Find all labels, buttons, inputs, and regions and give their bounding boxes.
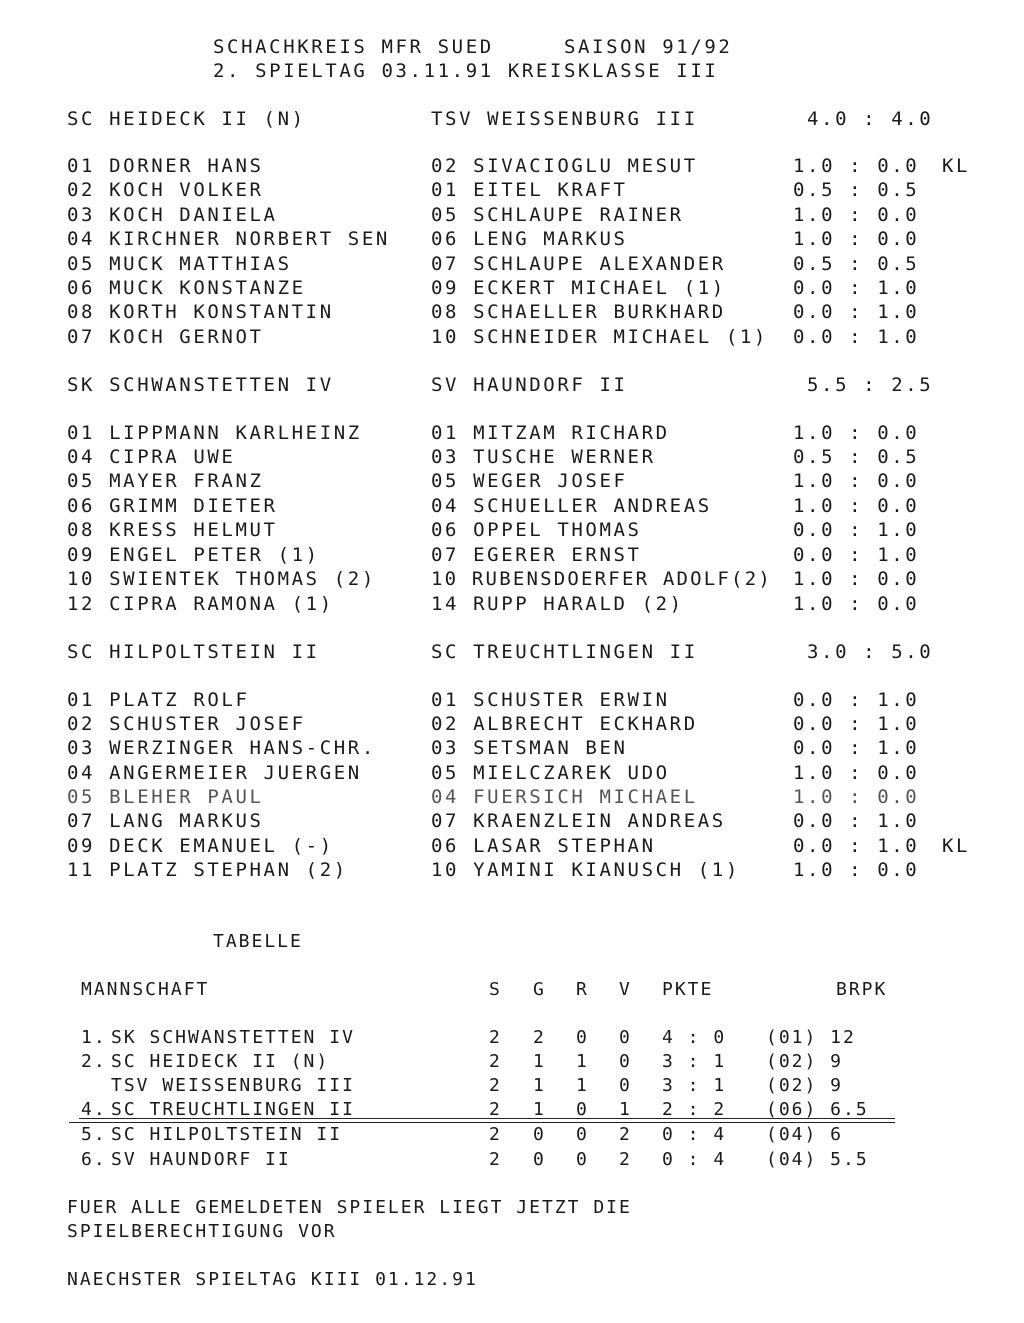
table-r: 1: [576, 1051, 589, 1072]
board-result: 1.0 : 0.0: [793, 155, 920, 177]
away-player: 05 MIELCZAREK UDO: [431, 762, 670, 784]
match-score: 4.0 : 4.0: [807, 108, 934, 130]
board-note: KL: [942, 155, 971, 177]
home-player: 05 MUCK MATTHIAS: [67, 253, 292, 275]
table-rank: 6.: [81, 1149, 107, 1170]
away-player: 01 MITZAM RICHARD: [431, 422, 670, 444]
board-note: KL: [942, 835, 971, 857]
board-result: 1.0 : 0.0: [793, 228, 920, 250]
away-player: 10 SCHNEIDER MICHAEL (1): [431, 326, 768, 348]
board-result: 1.0 : 0.0: [793, 568, 920, 590]
header-v: V: [619, 979, 632, 1000]
table-pkte: 0 : 4: [662, 1149, 727, 1170]
home-player: 04 KIRCHNER NORBERT SEN: [67, 228, 390, 250]
table-g: 2: [533, 1027, 546, 1048]
home-player: 09 DECK EMANUEL (-): [67, 835, 334, 857]
eligibility-note-line2: SPIELBERECHTIGUNG VOR: [67, 1221, 337, 1242]
away-player: 02 SIVACIOGLU MESUT: [431, 155, 698, 177]
table-v: 1: [619, 1099, 632, 1120]
board-result: 1.0 : 0.0: [793, 470, 920, 492]
away-player: 05 SCHLAUPE RAINER: [431, 204, 684, 226]
table-r: 0: [576, 1027, 589, 1048]
away-player: 04 FUERSICH MICHAEL: [431, 786, 698, 808]
away-player: 01 SCHUSTER ERWIN: [431, 689, 670, 711]
table-brpk: (06) 6.5: [766, 1099, 869, 1120]
away-team: SV HAUNDORF II: [431, 374, 628, 396]
table-v: 2: [619, 1149, 632, 1170]
table-v: 0: [619, 1027, 632, 1048]
board-result: 0.0 : 1.0: [793, 835, 920, 857]
home-player: 02 KOCH VOLKER: [67, 179, 264, 201]
row-underline: [79, 1118, 895, 1119]
header-g: G: [533, 979, 546, 1000]
home-player: 08 KORTH KONSTANTIN: [67, 301, 334, 323]
table-team: SV HAUNDORF II: [111, 1149, 291, 1170]
header-pkte: PKTE: [662, 979, 714, 1000]
board-result: 1.0 : 0.0: [793, 495, 920, 517]
home-player: 03 WERZINGER HANS-CHR.: [67, 737, 376, 759]
away-player: 10 RUBENSDOERFER ADOLF(2): [431, 568, 772, 590]
board-result: 0.0 : 1.0: [793, 713, 920, 735]
table-r: 0: [576, 1124, 589, 1145]
away-player: 07 EGERER ERNST: [431, 544, 642, 566]
home-player: 07 LANG MARKUS: [67, 810, 264, 832]
table-s: 2: [489, 1124, 502, 1145]
eligibility-note-line1: FUER ALLE GEMELDETEN SPIELER LIEGT JETZT DIE: [67, 1197, 632, 1218]
home-player: 06 MUCK KONSTANZE: [67, 277, 306, 299]
table-g: 1: [533, 1075, 546, 1096]
away-player: 07 SCHLAUPE ALEXANDER: [431, 253, 726, 275]
table-brpk: (01) 12: [766, 1027, 856, 1048]
board-result: 1.0 : 0.0: [793, 859, 920, 881]
home-player: 06 GRIMM DIETER: [67, 495, 278, 517]
away-player: 10 YAMINI KIANUSCH (1): [431, 859, 740, 881]
table-s: 2: [489, 1027, 502, 1048]
match-score: 3.0 : 5.0: [807, 641, 934, 663]
home-player: 11 PLATZ STEPHAN (2): [67, 859, 348, 881]
home-player: 07 KOCH GERNOT: [67, 326, 264, 348]
board-result: 1.0 : 0.0: [793, 786, 920, 808]
away-player: 14 RUPP HARALD (2): [431, 593, 684, 615]
table-rank: 5.: [81, 1124, 107, 1145]
away-player: 05 WEGER JOSEF: [431, 470, 628, 492]
table-s: 2: [489, 1075, 502, 1096]
match-score: 5.5 : 2.5: [807, 374, 934, 396]
table-rank: 1.: [81, 1027, 107, 1048]
table-r: 0: [576, 1099, 589, 1120]
board-result: 1.0 : 0.0: [793, 204, 920, 226]
board-result: 0.0 : 1.0: [793, 301, 920, 323]
home-player: 05 BLEHER PAUL: [67, 786, 264, 808]
table-team: SC TREUCHTLINGEN II: [111, 1099, 355, 1120]
table-g: 1: [533, 1051, 546, 1072]
away-player: 08 SCHAELLER BURKHARD: [431, 301, 726, 323]
table-title: TABELLE: [213, 931, 303, 952]
board-result: 0.0 : 1.0: [793, 544, 920, 566]
home-player: 04 CIPRA UWE: [67, 446, 236, 468]
table-rank: 4.: [81, 1099, 107, 1120]
document-subtitle: 2. SPIELTAG 03.11.91 KREISKLASSE III: [213, 60, 719, 82]
away-team: SC TREUCHTLINGEN II: [431, 641, 698, 663]
board-result: 0.0 : 1.0: [793, 737, 920, 759]
away-player: 06 LASAR STEPHAN: [431, 835, 656, 857]
home-player: 01 LIPPMANN KARLHEINZ: [67, 422, 362, 444]
table-s: 2: [489, 1051, 502, 1072]
away-player: 03 SETSMAN BEN: [431, 737, 628, 759]
board-result: 0.5 : 0.5: [793, 179, 920, 201]
home-player: 05 MAYER FRANZ: [67, 470, 264, 492]
board-result: 0.0 : 1.0: [793, 277, 920, 299]
table-brpk: (04) 6: [766, 1124, 844, 1145]
table-pkte: 0 : 4: [662, 1124, 727, 1145]
table-r: 0: [576, 1149, 589, 1170]
table-pkte: 3 : 1: [662, 1075, 727, 1096]
away-player: 06 LENG MARKUS: [431, 228, 628, 250]
board-result: 0.0 : 1.0: [793, 326, 920, 348]
home-player: 01 PLATZ ROLF: [67, 689, 250, 711]
document-title: SCHACHKREIS MFR SUED SAISON 91/92: [213, 36, 733, 58]
away-player: 04 SCHUELLER ANDREAS: [431, 495, 712, 517]
table-brpk: (02) 9: [766, 1051, 844, 1072]
board-result: 1.0 : 0.0: [793, 762, 920, 784]
table-r: 1: [576, 1075, 589, 1096]
away-player: 01 EITEL KRAFT: [431, 179, 628, 201]
board-result: 1.0 : 0.0: [793, 422, 920, 444]
table-team: SK SCHWANSTETTEN IV: [111, 1027, 355, 1048]
table-g: 1: [533, 1099, 546, 1120]
table-s: 2: [489, 1149, 502, 1170]
board-result: 0.5 : 0.5: [793, 446, 920, 468]
table-v: 0: [619, 1051, 632, 1072]
away-player: 02 ALBRECHT ECKHARD: [431, 713, 698, 735]
table-g: 0: [533, 1149, 546, 1170]
table-v: 0: [619, 1075, 632, 1096]
home-player: 09 ENGEL PETER (1): [67, 544, 320, 566]
table-team: SC HILPOLTSTEIN II: [111, 1124, 343, 1145]
board-result: 1.0 : 0.0: [793, 593, 920, 615]
table-pkte: 4 : 0: [662, 1027, 727, 1048]
away-player: 07 KRAENZLEIN ANDREAS: [431, 810, 726, 832]
table-pkte: 3 : 1: [662, 1051, 727, 1072]
header-team: MANNSCHAFT: [81, 979, 210, 1000]
table-rank: 2.: [81, 1051, 107, 1072]
board-result: 0.0 : 1.0: [793, 810, 920, 832]
home-player: 01 DORNER HANS: [67, 155, 264, 177]
away-team: TSV WEISSENBURG III: [431, 108, 698, 130]
away-player: 06 OPPEL THOMAS: [431, 519, 642, 541]
header-s: S: [489, 979, 502, 1000]
away-player: 03 TUSCHE WERNER: [431, 446, 656, 468]
table-v: 2: [619, 1124, 632, 1145]
away-player: 09 ECKERT MICHAEL (1): [431, 277, 726, 299]
home-team: SK SCHWANSTETTEN IV: [67, 374, 334, 396]
board-result: 0.0 : 1.0: [793, 689, 920, 711]
table-brpk: (04) 5.5: [766, 1149, 869, 1170]
table-team: SC HEIDECK II (N): [111, 1051, 330, 1072]
home-team: SC HILPOLTSTEIN II: [67, 641, 320, 663]
home-player: 02 SCHUSTER JOSEF: [67, 713, 306, 735]
home-player: 03 KOCH DANIELA: [67, 204, 278, 226]
board-result: 0.5 : 0.5: [793, 253, 920, 275]
home-player: 08 KRESS HELMUT: [67, 519, 278, 541]
home-player: 04 ANGERMEIER JUERGEN: [67, 762, 362, 784]
home-team: SC HEIDECK II (N): [67, 108, 306, 130]
header-brpk: BRPK: [836, 979, 888, 1000]
table-g: 0: [533, 1124, 546, 1145]
board-result: 0.0 : 1.0: [793, 519, 920, 541]
table-team: TSV WEISSENBURG III: [111, 1075, 355, 1096]
next-matchday-note: NAECHSTER SPIELTAG KIII 01.12.91: [67, 1269, 478, 1290]
home-player: 10 SWIENTEK THOMAS (2): [67, 568, 376, 590]
table-s: 2: [489, 1099, 502, 1120]
header-r: R: [576, 979, 589, 1000]
table-pkte: 2 : 2: [662, 1099, 727, 1120]
table-brpk: (02) 9: [766, 1075, 844, 1096]
home-player: 12 CIPRA RAMONA (1): [67, 593, 334, 615]
